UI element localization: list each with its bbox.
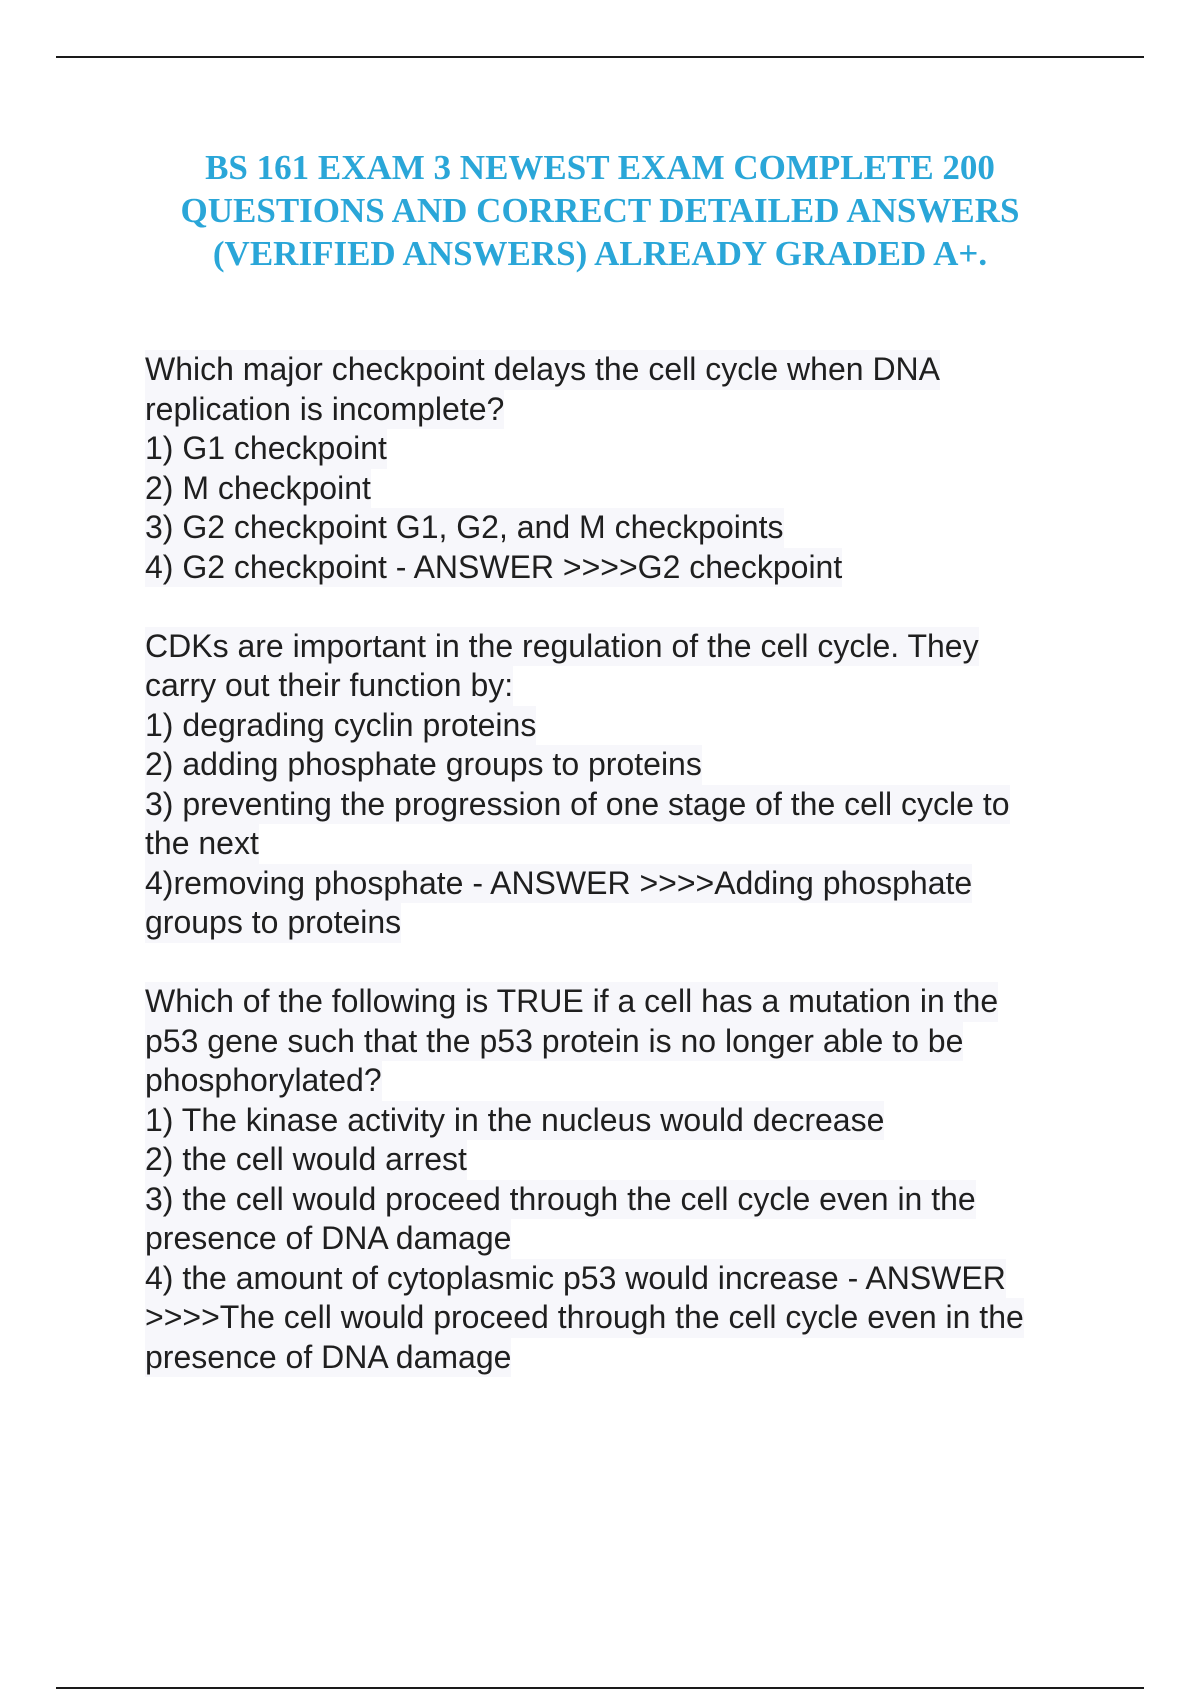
question-line: Which major checkpoint delays the cell cycle when DNA (145, 350, 940, 390)
title-line: QUESTIONS AND CORRECT DETAILED ANSWERS (180, 191, 1020, 230)
option-line: 2) the cell would arrest (145, 1140, 467, 1180)
option-line: 4) the amount of cytoplasmic p53 would increase - ANSWER (145, 1259, 1006, 1299)
option-line: 1) G1 checkpoint (145, 429, 387, 469)
answer-line: >>>>The cell would proceed through the cell cycle even in the (145, 1298, 1024, 1338)
option-line: 2) adding phosphate groups to proteins (145, 745, 702, 785)
question-line: p53 gene such that the p53 protein is no longer able to be (145, 1022, 963, 1062)
question-line: CDKs are important in the regulation of the cell cycle. They (145, 627, 979, 667)
title-line: BS 161 EXAM 3 NEWEST EXAM COMPLETE 200 (205, 148, 995, 187)
option-line: 1) degrading cyclin proteins (145, 706, 536, 746)
answer-line: groups to proteins (145, 903, 401, 943)
answer-line: 4)removing phosphate - ANSWER >>>>Adding phosphate (145, 864, 972, 904)
question-line: replication is incomplete? (145, 390, 504, 430)
option-line: 3) preventing the progression of one stage of the cell cycle to (145, 785, 1010, 825)
question-block-3 (145, 982, 1105, 1377)
option-line: 2) M checkpoint (145, 469, 371, 509)
question-line: phosphorylated? (145, 1061, 382, 1101)
bottom-divider (56, 1687, 1144, 1689)
answer-line: presence of DNA damage (145, 1338, 511, 1378)
option-line: 1) The kinase activity in the nucleus would decrease (145, 1101, 884, 1141)
question-block-1 (145, 350, 1105, 587)
question-list (145, 350, 1105, 1417)
document-title (100, 146, 1100, 275)
question-line: Which of the following is TRUE if a cell has a mutation in the (145, 982, 998, 1022)
top-divider (56, 56, 1144, 58)
option-line: the next (145, 824, 259, 864)
option-line: presence of DNA damage (145, 1219, 511, 1259)
question-line: carry out their function by: (145, 666, 513, 706)
option-line: 3) the cell would proceed through the cell cycle even in the (145, 1180, 976, 1220)
title-line: (VERIFIED ANSWERS) ALREADY GRADED A+. (212, 234, 988, 273)
question-block-2 (145, 627, 1105, 943)
answer-line: 4) G2 checkpoint - ANSWER >>>>G2 checkpoint (145, 548, 842, 588)
option-line: 3) G2 checkpoint G1, G2, and M checkpoints (145, 508, 784, 548)
